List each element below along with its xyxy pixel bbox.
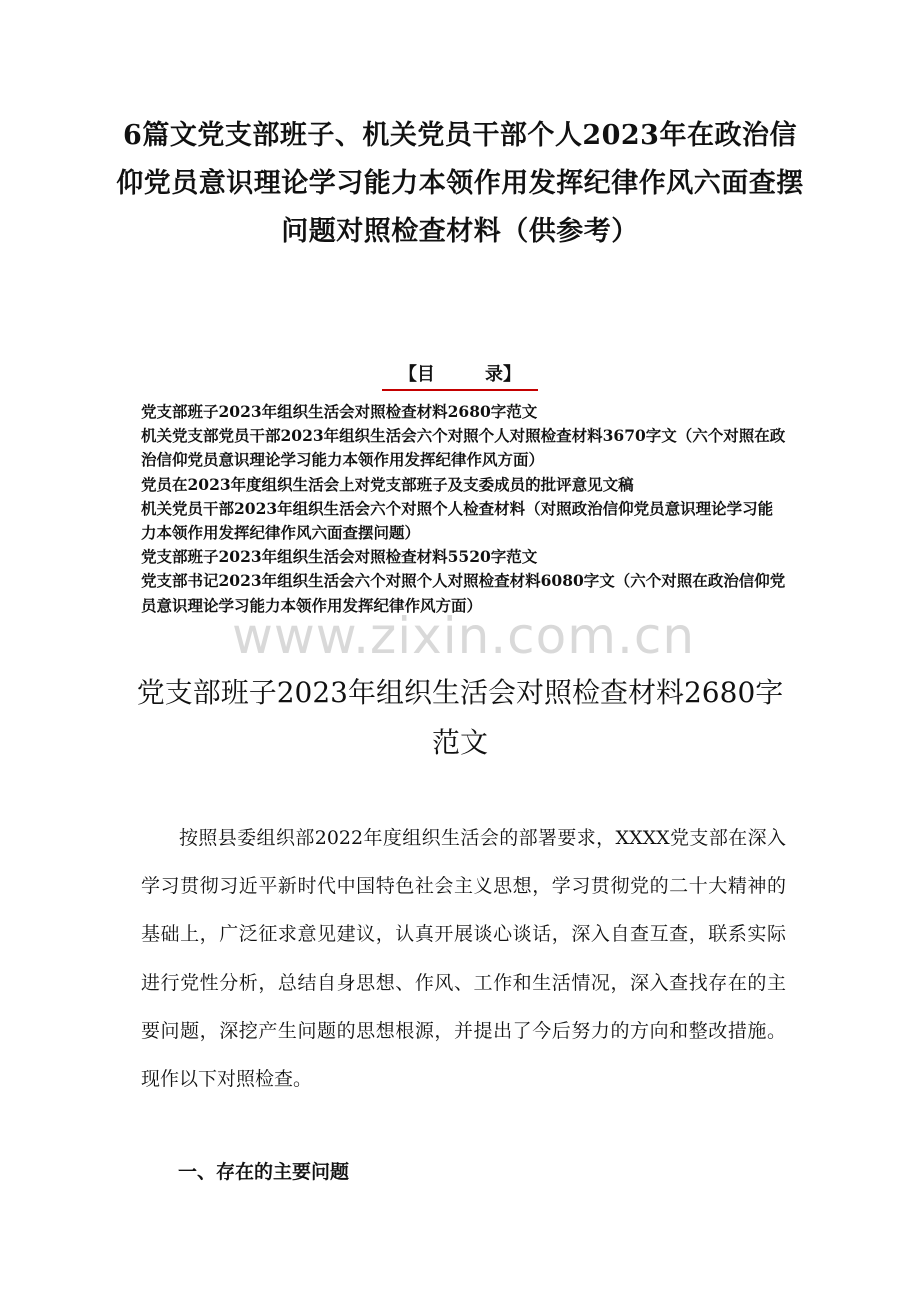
toc-heading: 【目 录】 <box>382 362 538 391</box>
toc-item[interactable]: 党支部班子2023年组织生活会对照检查材料2680字范文 <box>141 402 538 421</box>
section-subheading: 一、存在的主要问题 <box>178 1161 350 1183</box>
toc-item[interactable]: 机关党员干部2023年组织生活会六个对照个人检查材料（对照政治信仰党员意识理论学习能力本领作用发挥纪律作风六面查摆问题） <box>141 498 774 543</box>
toc-item[interactable]: 党支部书记2023年组织生活会六个对照个人对照检查材料6080字文（六个对照在政治信仰党员意识理论学习能力本领作用发挥纪律作风方面） <box>141 571 786 615</box>
watermark: www.zixin.com.cn <box>232 607 696 665</box>
table-of-contents <box>141 400 786 618</box>
section-title: 党支部班子2023年组织生活会对照检查材料2680字范文 <box>136 676 784 759</box>
toc-item[interactable]: 党员在2023年度组织生活会上对党支部班子及支委成员的批评意见文稿 <box>141 474 634 494</box>
document-title: 6篇文党支部班子、机关党员干部个人2023年在政治信仰党员意识理论学习能力本领作用发挥纪律作风六面查摆问题对照检查材料（供参考） <box>116 120 804 247</box>
toc-item[interactable]: 党支部班子2023年组织生活会对照检查材料5520字范文 <box>141 547 538 567</box>
toc-item[interactable]: 机关党支部党员干部2023年组织生活会六个对照个人对照检查材料3670字文（六个对照在政治信仰党员意识理论学习能力本领作用发挥纪律作风方面） <box>141 426 786 470</box>
body-paragraph: 按照县委组织部2022年度组织生活会的部署要求，XXXX党支部在深入学习贯彻习近平新时代中国特色社会主义思想，学习贯彻党的二十大精神的基础上，广泛征求意见建议，认真开展谈心谈话，深入自查互查，联系实际进行党性分析，总结自身思想、作风、工作和生活情况，深入查找存在的主要问题，深挖产生问题的思想根源，并提出了今后努力的方向和整改措施。现作以下对照检查。 <box>141 827 786 1091</box>
